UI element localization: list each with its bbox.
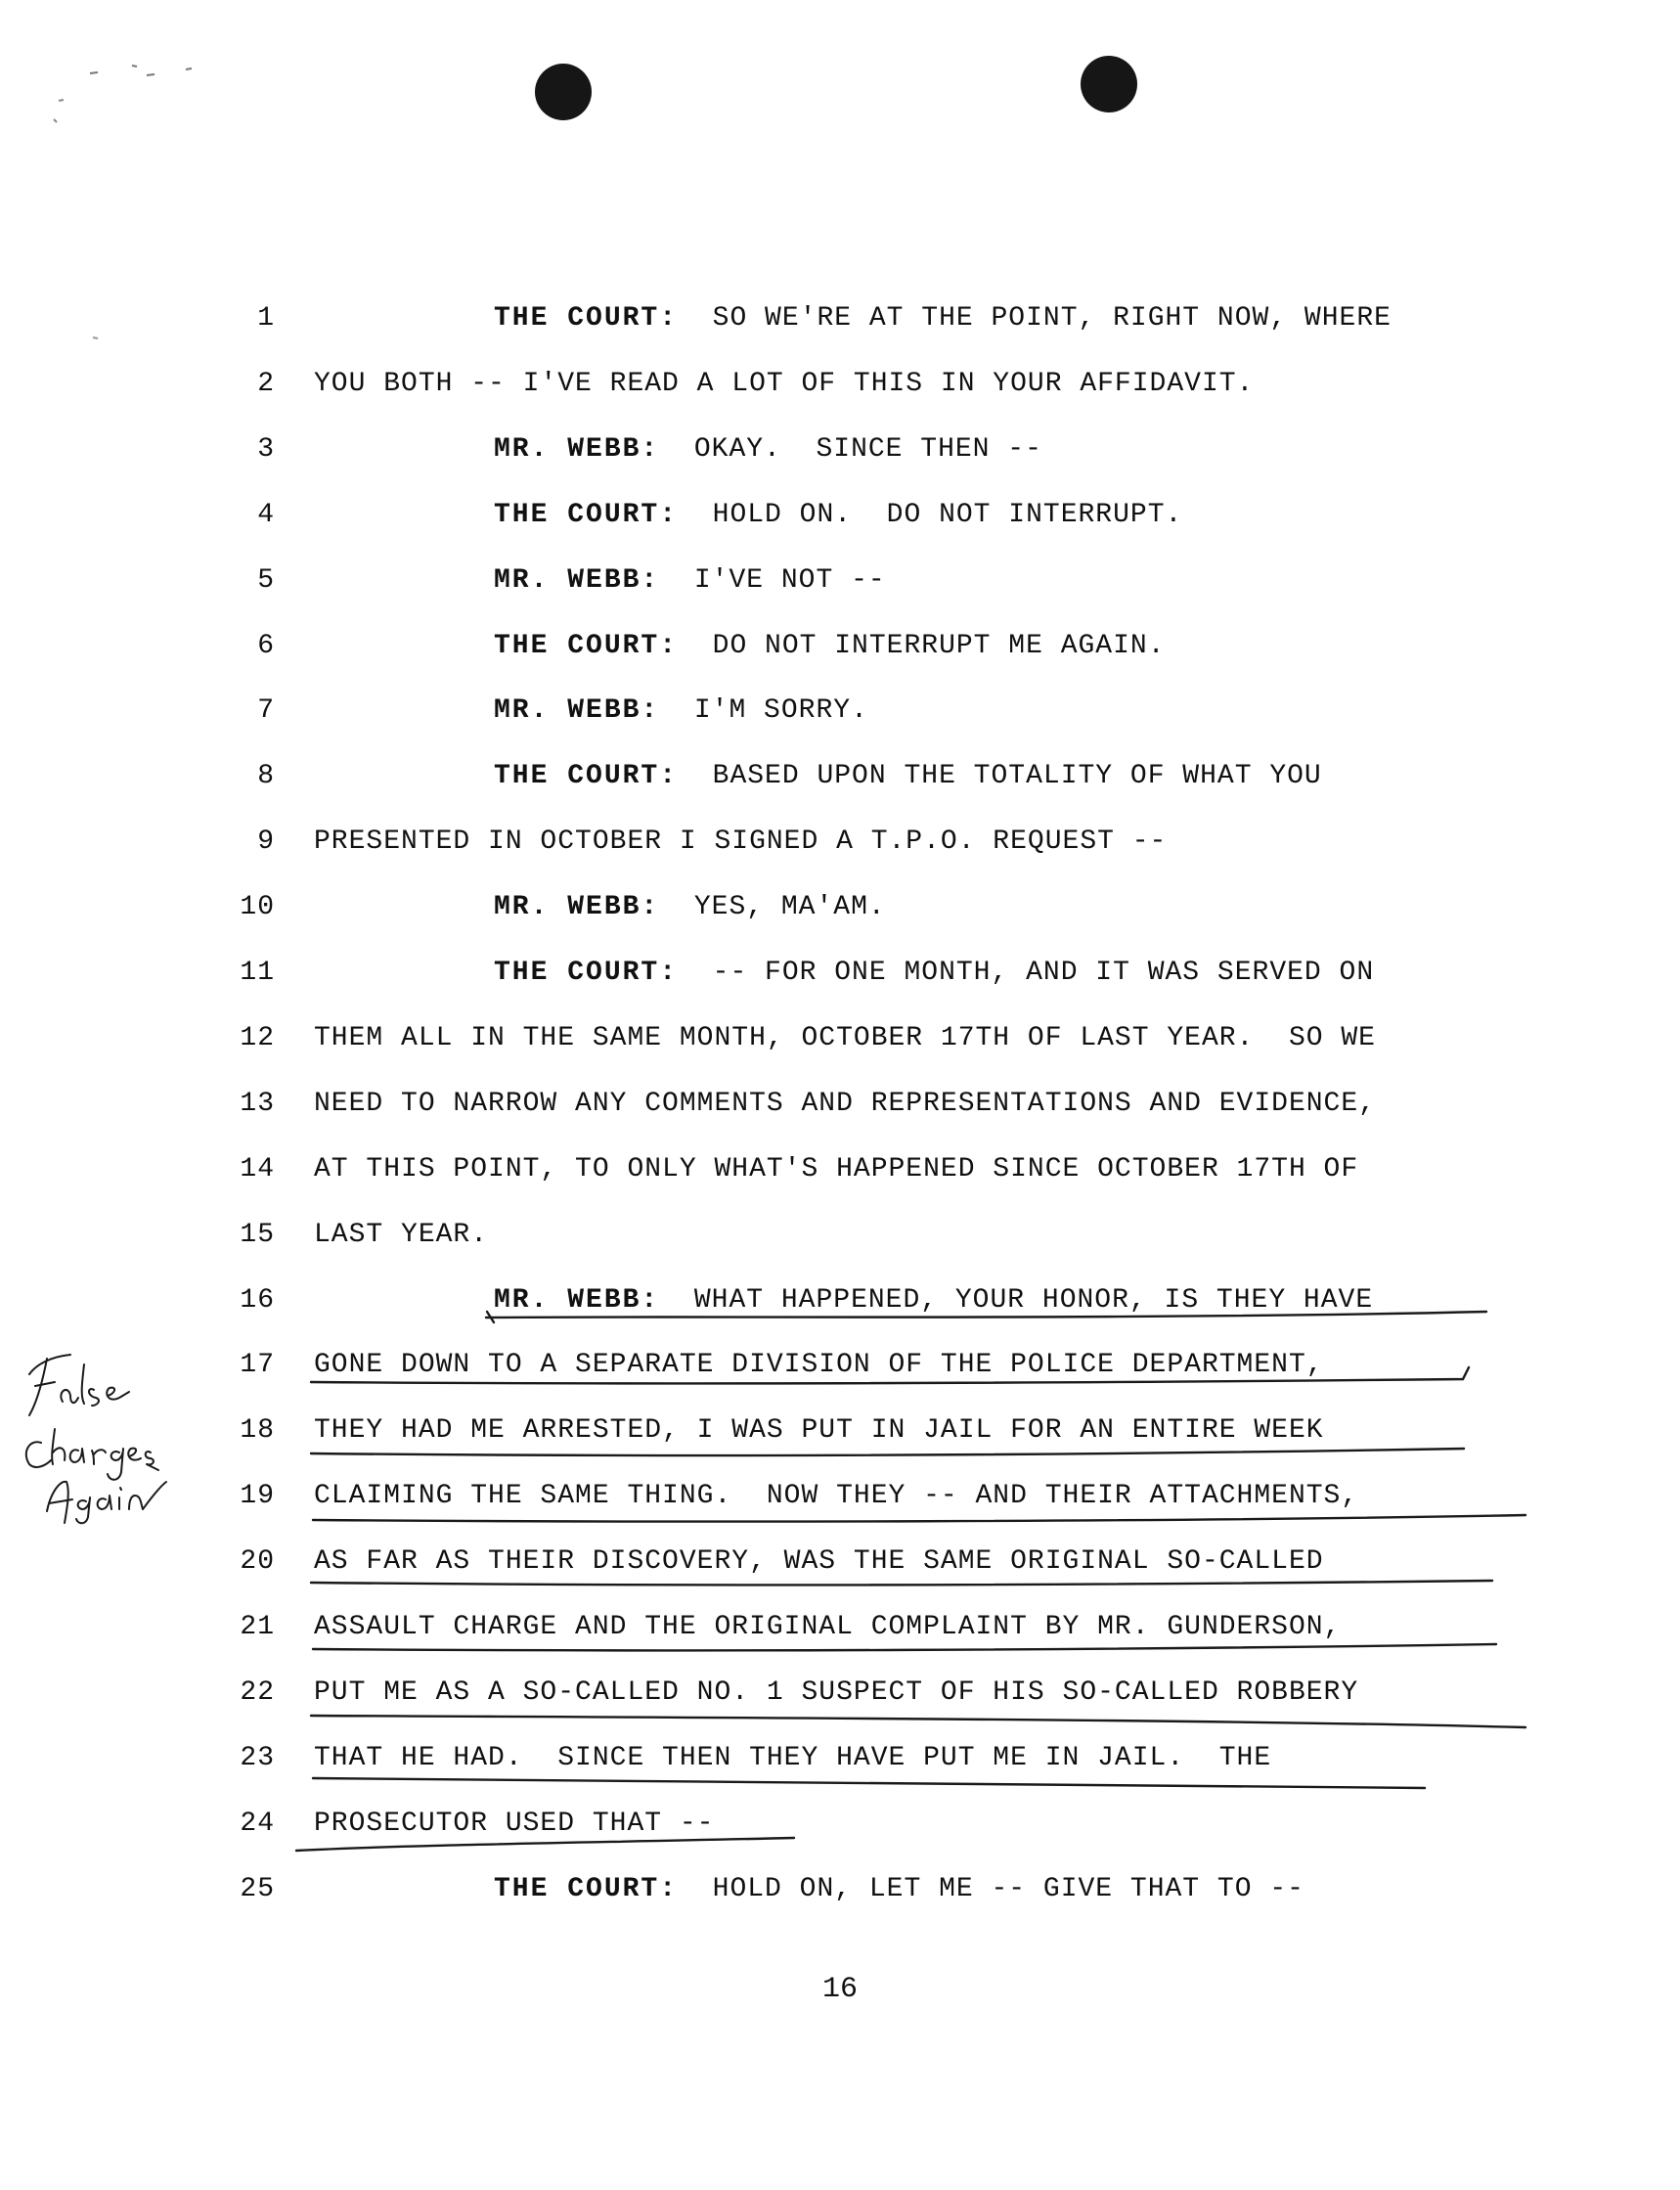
transcript-line bbox=[494, 761, 1322, 791]
punch-hole-left bbox=[535, 64, 592, 120]
line-number: 21 bbox=[240, 1612, 275, 1642]
transcript-line bbox=[494, 303, 1392, 334]
line-number: 10 bbox=[240, 892, 275, 922]
transcript-line bbox=[494, 434, 1042, 465]
line-text: PRESENTED IN OCTOBER I SIGNED A T.P.O. REQUEST -- bbox=[314, 827, 1168, 857]
transcript-line bbox=[314, 1612, 1341, 1642]
line-text: LAST YEAR. bbox=[314, 1220, 489, 1250]
line-text: GONE DOWN TO A SEPARATE DIVISION OF THE POLICE DEPARTMENT, bbox=[314, 1350, 1324, 1380]
line-number: 4 bbox=[257, 500, 275, 530]
line-text: OKAY. SINCE THEN -- bbox=[659, 434, 1042, 465]
transcript-line bbox=[494, 695, 868, 726]
transcript-line bbox=[314, 1809, 714, 1839]
line-number: 8 bbox=[257, 761, 275, 791]
line-text: HOLD ON. DO NOT INTERRUPT. bbox=[678, 500, 1183, 530]
line-number: 22 bbox=[240, 1677, 275, 1708]
line-number: 20 bbox=[240, 1546, 275, 1577]
line-text: BASED UPON THE TOTALITY OF WHAT YOU bbox=[678, 761, 1322, 791]
line-text: YES, MA'AM. bbox=[659, 892, 886, 922]
transcript-line bbox=[494, 892, 886, 922]
transcript-line bbox=[314, 827, 1167, 857]
speaker-label: THE COURT: bbox=[494, 958, 679, 988]
transcript-line bbox=[494, 631, 1166, 661]
transcript-line bbox=[314, 1677, 1358, 1708]
speaker-label: THE COURT: bbox=[494, 1874, 679, 1904]
speaker-label: MR. WEBB: bbox=[494, 565, 660, 596]
line-number: 19 bbox=[240, 1481, 275, 1511]
transcript-line bbox=[314, 1023, 1376, 1053]
line-text: AS FAR AS THEIR DISCOVERY, WAS THE SAME ORIGINAL SO-CALLED bbox=[314, 1546, 1324, 1577]
line-number: 3 bbox=[257, 434, 275, 465]
speaker-label: THE COURT: bbox=[494, 500, 679, 530]
transcript-line bbox=[494, 1285, 1373, 1316]
line-number: 2 bbox=[257, 369, 275, 399]
line-number: 11 bbox=[240, 958, 275, 988]
line-number: 24 bbox=[240, 1809, 275, 1839]
line-text: PROSECUTOR USED THAT -- bbox=[314, 1809, 715, 1839]
line-number: 12 bbox=[240, 1023, 275, 1053]
line-number: 7 bbox=[257, 695, 275, 726]
transcript-line bbox=[314, 1089, 1376, 1119]
handwritten-margin-note bbox=[12, 1335, 227, 1531]
line-text: SO WE'RE AT THE POINT, RIGHT NOW, WHERE bbox=[678, 303, 1392, 334]
line-number: 17 bbox=[240, 1350, 275, 1380]
line-number: 14 bbox=[240, 1154, 275, 1184]
transcript-line bbox=[494, 500, 1182, 530]
line-text: THEY HAD ME ARRESTED, I WAS PUT IN JAIL FOR AN ENTIRE WEEK bbox=[314, 1415, 1324, 1446]
line-text: PUT ME AS A SO-CALLED NO. 1 SUSPECT OF HIS SO-CALLED ROBBERY bbox=[314, 1677, 1359, 1708]
line-number: 6 bbox=[257, 631, 275, 661]
line-number: 25 bbox=[240, 1874, 275, 1904]
line-number: 1 bbox=[257, 303, 275, 334]
line-text: AT THIS POINT, TO ONLY WHAT'S HAPPENED SINCE OCTOBER 17TH OF bbox=[314, 1154, 1359, 1184]
transcript-line bbox=[314, 1546, 1324, 1577]
speaker-label: THE COURT: bbox=[494, 761, 679, 791]
line-text: YOU BOTH -- I'VE READ A LOT OF THIS IN YOUR AFFIDAVIT. bbox=[314, 369, 1255, 399]
speaker-label: MR. WEBB: bbox=[494, 695, 660, 726]
transcript-line bbox=[494, 1874, 1304, 1904]
line-text: I'VE NOT -- bbox=[659, 565, 886, 596]
line-text: CLAIMING THE SAME THING. NOW THEY -- AND THEIR ATTACHMENTS, bbox=[314, 1481, 1359, 1511]
line-number: 13 bbox=[240, 1089, 275, 1119]
line-number: 23 bbox=[240, 1743, 275, 1773]
line-text: DO NOT INTERRUPT ME AGAIN. bbox=[678, 631, 1166, 661]
transcript-line bbox=[314, 1154, 1358, 1184]
transcript-line bbox=[494, 958, 1374, 988]
transcript-line bbox=[314, 369, 1254, 399]
scan-specks bbox=[39, 54, 215, 347]
transcript-line bbox=[314, 1415, 1324, 1446]
line-text: THEM ALL IN THE SAME MONTH, OCTOBER 17TH OF LAST YEAR. SO WE bbox=[314, 1023, 1376, 1053]
line-number: 15 bbox=[240, 1220, 275, 1250]
line-text: NEED TO NARROW ANY COMMENTS AND REPRESENTATIONS AND EVIDENCE, bbox=[314, 1089, 1376, 1119]
transcript-line bbox=[314, 1743, 1271, 1773]
speaker-label: THE COURT: bbox=[494, 631, 679, 661]
transcript-line bbox=[314, 1220, 488, 1250]
line-number: 16 bbox=[240, 1285, 275, 1316]
punch-hole-right bbox=[1081, 56, 1137, 112]
line-text: ASSAULT CHARGE AND THE ORIGINAL COMPLAINT BY MR. GUNDERSON, bbox=[314, 1612, 1342, 1642]
transcript-line bbox=[314, 1350, 1324, 1380]
line-text: -- FOR ONE MONTH, AND IT WAS SERVED ON bbox=[678, 958, 1375, 988]
line-text: THAT HE HAD. SINCE THEN THEY HAVE PUT ME IN JAIL. THE bbox=[314, 1743, 1272, 1773]
page-number: 16 bbox=[821, 1973, 858, 2006]
line-number: 18 bbox=[240, 1415, 275, 1446]
transcript-line bbox=[314, 1481, 1358, 1511]
speaker-label: THE COURT: bbox=[494, 303, 679, 334]
line-text: I'M SORRY. bbox=[659, 695, 868, 726]
line-text: WHAT HAPPENED, YOUR HONOR, IS THEY HAVE bbox=[659, 1285, 1374, 1316]
line-text: HOLD ON, LET ME -- GIVE THAT TO -- bbox=[678, 1874, 1304, 1904]
speaker-label: MR. WEBB: bbox=[494, 892, 660, 922]
transcript-line bbox=[494, 565, 886, 596]
line-number: 5 bbox=[257, 565, 275, 596]
line-number: 9 bbox=[257, 827, 275, 857]
speaker-label: MR. WEBB: bbox=[494, 1285, 660, 1316]
speaker-label: MR. WEBB: bbox=[494, 434, 660, 465]
